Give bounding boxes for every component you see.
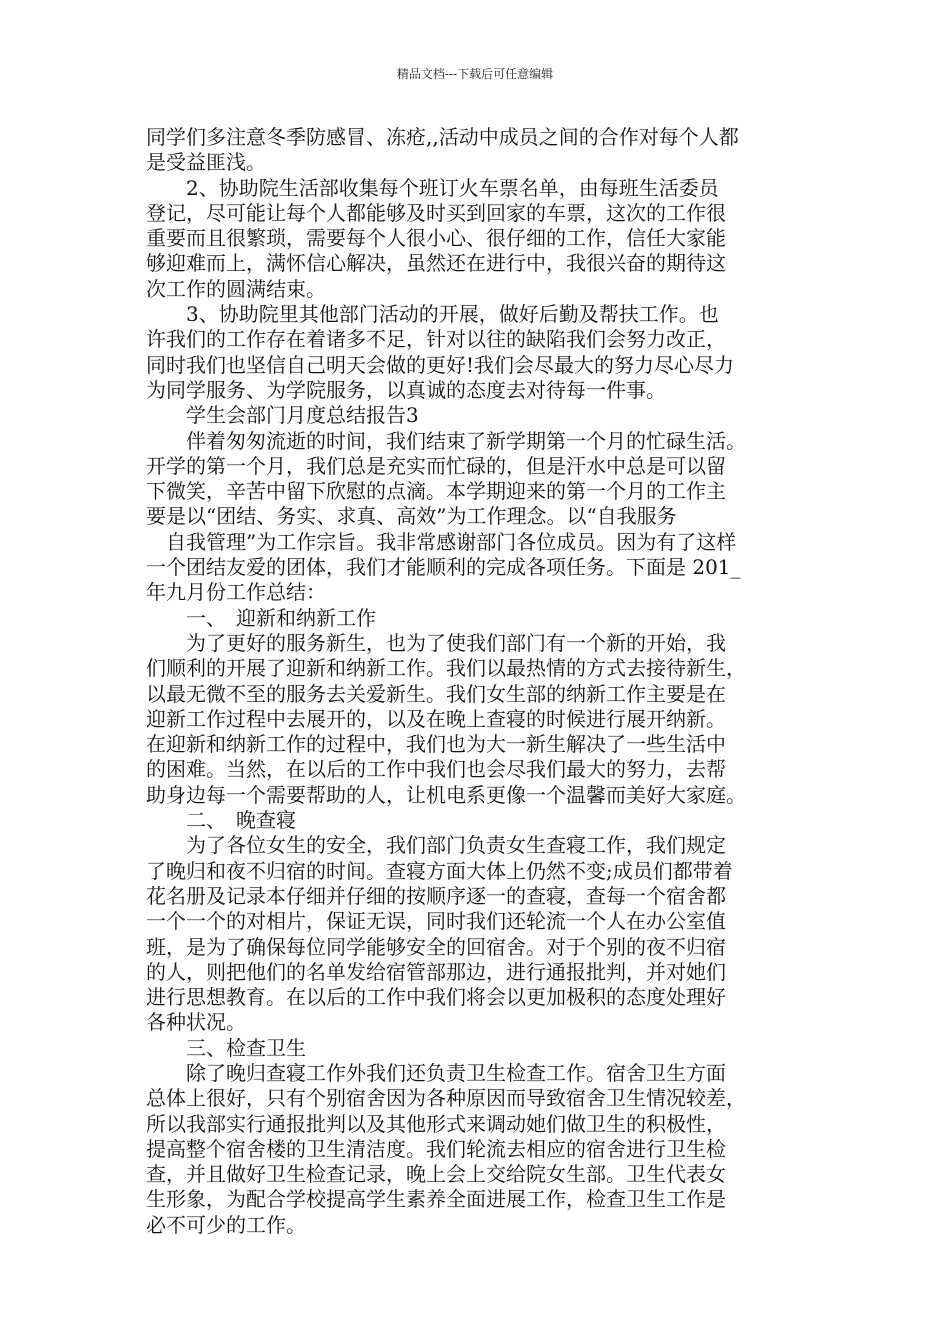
text-line: 各种状况。 (146, 1010, 246, 1035)
text-line: 一个一个的对相片，保证无误，同时我们还轮流一个人在办公室值 (146, 909, 726, 934)
text-line: 2、协助院生活部收集每个班订火车票名单，由每班生活委员 (146, 175, 719, 200)
text-line: 许我们的工作存在着诸多不足，针对以往的缺陷我们会努力改正， (146, 327, 726, 352)
text-line: 要是以“团结、务实、求真、高效”为工作理念。以“自我服务 (146, 504, 677, 529)
text-line: 够迎难而上，满怀信心解决，虽然还在进行中，我很兴奋的期待这 (146, 251, 726, 276)
text-line: 年九月份工作总结： (146, 580, 326, 605)
text-line: 伴着匆匆流逝的时间，我们结束了新学期第一个月的忙碌生活。 (146, 428, 746, 453)
text-line: 的人，则把他们的名单发给宿管部那边，进行通报批判，并对她们 (146, 959, 726, 984)
text-line: 3、协助院里其他部门活动的开展，做好后勤及帮扶工作。也 (146, 302, 719, 327)
text-line: 三、检查卫生 (146, 1035, 306, 1060)
text-line: 为了各位女生的安全，我们部门负责女生查寝工作，我们规定 (146, 833, 726, 858)
text-line: 总体上很好，只有个别宿舍因为各种原因而导致宿舍卫生情况较差， (146, 1086, 746, 1111)
text-line: 在迎新和纳新工作的过程中，我们也为大一新生解决了一些生活中 (146, 732, 726, 757)
text-line: 提高整个宿舍楼的卫生清洁度。我们轮流去相应的宿舍进行卫生检 (146, 1136, 726, 1161)
text-line: 一、 迎新和纳新工作 (146, 605, 376, 630)
text-line: 以最无微不至的服务去关爱新生。我们女生部的纳新工作主要是在 (146, 681, 726, 706)
text-line: 重要而且很繁琐，需要每个人很小心、很仔细的工作，信任大家能 (146, 226, 726, 251)
text-line: 所以我部实行通报批判以及其他形式来调动她们做卫生的积极性， (146, 1111, 726, 1136)
text-line: 学生会部门月度总结报告3 (146, 403, 419, 428)
text-line: 自我管理”为工作宗旨。我非常感谢部门各位成员。因为有了这样 (146, 529, 737, 554)
text-line: 是受益匪浅。 (146, 150, 266, 175)
text-line: 次工作的圆满结束。 (146, 276, 326, 301)
text-line: 为了更好的服务新生，也为了使我们部门有一个新的开始，我 (146, 630, 726, 655)
text-line: 进行思想教育。在以后的工作中我们将会以更加极积的态度处理好 (146, 985, 726, 1010)
text-line: 助身边每一个需要帮助的人，让机电系更像一个温馨而美好大家庭。 (146, 782, 746, 807)
document-body (146, 125, 818, 1238)
text-line: 一个团结友爱的团体，我们才能顺利的完成各项任务。下面是 201_ (146, 555, 741, 580)
text-line: 二、 晚查寝 (146, 808, 296, 833)
text-line: 查，并且做好卫生检查记录，晚上会上交给院女生部。卫生代表女 (146, 1162, 726, 1187)
text-line: 同时我们也坚信自己明天会做的更好!我们会尽最大的努力尽心尽力 (146, 352, 735, 377)
text-line: 花名册及记录本仔细并仔细的按顺序逐一的查寝，查每一个宿舍都 (146, 883, 726, 908)
page-header: 精品文档---下载后可任意编辑 (396, 67, 554, 81)
text-line: 了晚归和夜不归宿的时间。查寝方面大体上仍然不变;成员们都带着 (146, 858, 733, 883)
text-line: 同学们多注意冬季防感冒、冻疮,,活动中成员之间的合作对每个人都 (146, 125, 739, 149)
text-line: 开学的第一个月，我们总是充实而忙碌的，但是汗水中总是可以留 (146, 453, 726, 478)
text-line: 为同学服务、为学院服务，以真诚的态度去对待每一件事。 (146, 377, 666, 402)
text-line: 迎新工作过程中去展开的，以及在晚上查寝的时候进行展开纳新。 (146, 706, 726, 731)
text-line: 的困难。当然，在以后的工作中我们也会尽我们最大的努力，去帮 (146, 757, 726, 782)
text-line: 班，是为了确保每位同学能够安全的回宿舍。对于个别的夜不归宿 (146, 934, 726, 959)
text-line: 们顺利的开展了迎新和纳新工作。我们以最热情的方式去接待新生， (146, 656, 746, 681)
text-line: 必不可少的工作。 (146, 1212, 306, 1237)
text-line: 生形象，为配合学校提高学生素养全面进展工作，检查卫生工作是 (146, 1187, 726, 1212)
text-line: 下微笑，辛苦中留下欣慰的点滴。本学期迎来的第一个月的工作主 (146, 479, 726, 504)
text-line: 登记，尽可能让每个人都能够及时买到回家的车票，这次的工作很 (146, 200, 726, 225)
text-line: 除了晚归查寝工作外我们还负责卫生检查工作。宿舍卫生方面 (146, 1060, 726, 1085)
